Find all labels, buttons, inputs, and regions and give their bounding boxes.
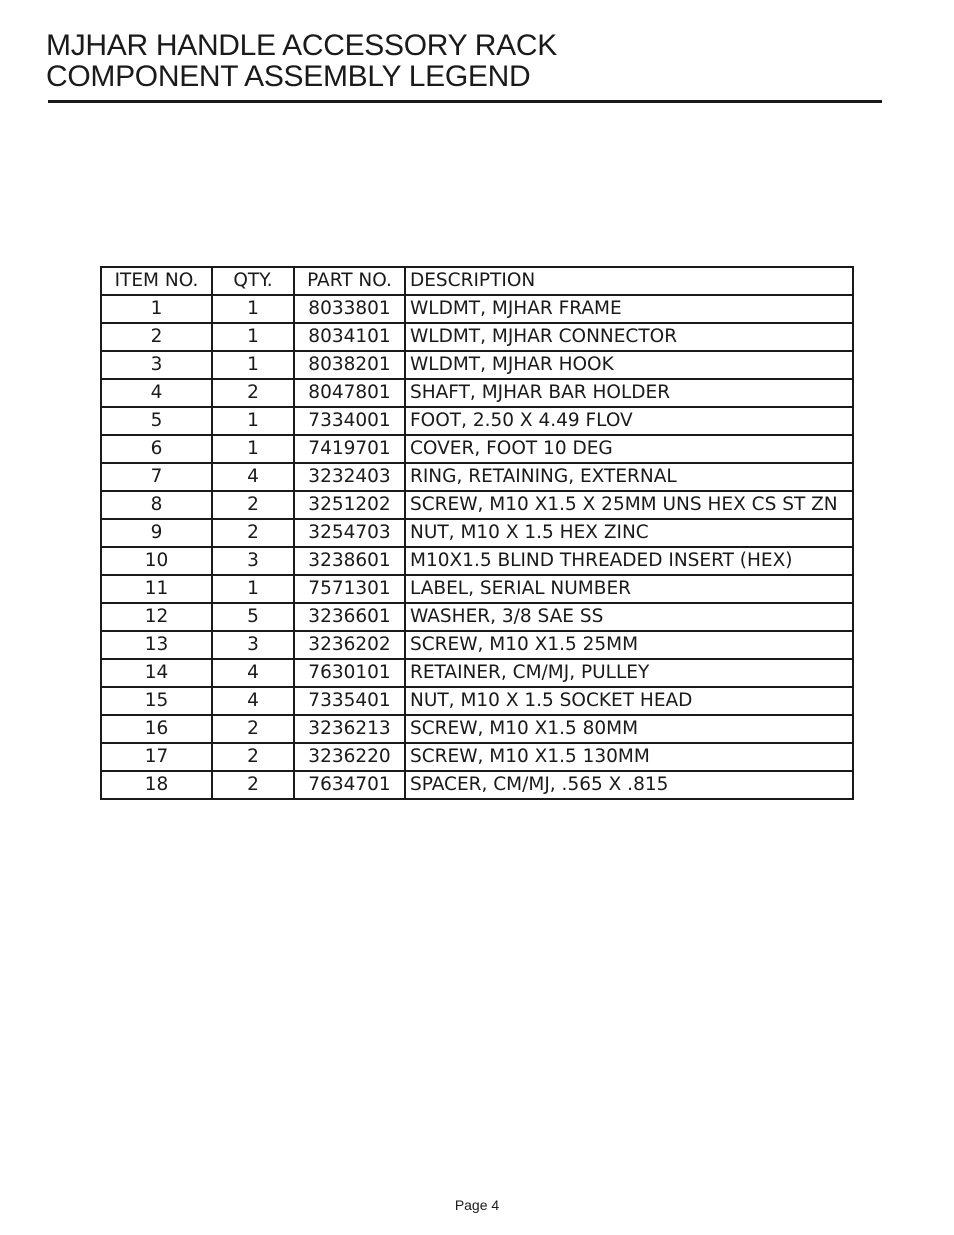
page-number: Page 4	[454, 1197, 500, 1213]
cell-item-no: 7	[101, 463, 212, 491]
cell-part-no: 3236220	[294, 743, 405, 771]
header-item-no: ITEM NO.	[101, 267, 212, 295]
cell-qty: 2	[212, 715, 294, 743]
cell-qty: 2	[212, 379, 294, 407]
header-row	[101, 267, 853, 295]
cell-item-no: 5	[101, 407, 212, 435]
table-row	[101, 295, 853, 323]
cell-item-no: 9	[101, 519, 212, 547]
cell-description: SPACER, CM/MJ, .565 X .815	[405, 771, 853, 799]
cell-description: SCREW, M10 X1.5 25MM	[405, 631, 853, 659]
table-row	[101, 379, 853, 407]
cell-qty: 1	[212, 295, 294, 323]
cell-qty: 5	[212, 603, 294, 631]
table-row	[101, 407, 853, 435]
page-title	[46, 30, 557, 92]
cell-part-no: 7634701	[294, 771, 405, 799]
cell-qty: 4	[212, 687, 294, 715]
header-description: DESCRIPTION	[405, 267, 853, 295]
cell-item-no: 6	[101, 435, 212, 463]
cell-description: NUT, M10 X 1.5 SOCKET HEAD	[405, 687, 853, 715]
table-row	[101, 743, 853, 771]
cell-part-no: 7335401	[294, 687, 405, 715]
cell-item-no: 12	[101, 603, 212, 631]
cell-item-no: 3	[101, 351, 212, 379]
component-legend-table	[100, 266, 854, 800]
cell-qty: 2	[212, 771, 294, 799]
cell-description: NUT, M10 X 1.5 HEX ZINC	[405, 519, 853, 547]
title-underline	[48, 100, 882, 103]
cell-description: FOOT, 2.50 X 4.49 FLOV	[405, 407, 853, 435]
cell-part-no: 3238601	[294, 547, 405, 575]
cell-qty: 2	[212, 491, 294, 519]
cell-part-no: 7571301	[294, 575, 405, 603]
cell-item-no: 11	[101, 575, 212, 603]
cell-description: RETAINER, CM/MJ, PULLEY	[405, 659, 853, 687]
cell-item-no: 18	[101, 771, 212, 799]
cell-part-no: 7419701	[294, 435, 405, 463]
cell-item-no: 16	[101, 715, 212, 743]
cell-item-no: 14	[101, 659, 212, 687]
cell-qty: 1	[212, 351, 294, 379]
cell-qty: 4	[212, 463, 294, 491]
cell-part-no: 3251202	[294, 491, 405, 519]
table-row	[101, 491, 853, 519]
table-row	[101, 547, 853, 575]
cell-item-no: 2	[101, 323, 212, 351]
table-row	[101, 575, 853, 603]
cell-qty: 2	[212, 519, 294, 547]
header-part-no: PART NO.	[294, 267, 405, 295]
cell-qty: 1	[212, 407, 294, 435]
cell-part-no: 8033801	[294, 295, 405, 323]
cell-part-no: 3236202	[294, 631, 405, 659]
table-row	[101, 323, 853, 351]
cell-qty: 4	[212, 659, 294, 687]
cell-description: WLDMT, MJHAR HOOK	[405, 351, 853, 379]
table-row	[101, 351, 853, 379]
header-qty: QTY.	[212, 267, 294, 295]
table-row	[101, 631, 853, 659]
cell-item-no: 1	[101, 295, 212, 323]
cell-part-no: 7630101	[294, 659, 405, 687]
cell-item-no: 15	[101, 687, 212, 715]
page-title-line-1: MJHAR HANDLE ACCESSORY RACK	[46, 29, 557, 62]
cell-qty: 3	[212, 631, 294, 659]
cell-item-no: 10	[101, 547, 212, 575]
cell-description: WASHER, 3/8 SAE SS	[405, 603, 853, 631]
cell-qty: 2	[212, 743, 294, 771]
cell-description: SCREW, M10 X1.5 80MM	[405, 715, 853, 743]
cell-qty: 1	[212, 323, 294, 351]
cell-description: COVER, FOOT 10 DEG	[405, 435, 853, 463]
table-row	[101, 687, 853, 715]
cell-part-no: 3236601	[294, 603, 405, 631]
cell-description: M10X1.5 BLIND THREADED INSERT (HEX)	[405, 547, 853, 575]
cell-part-no: 3254703	[294, 519, 405, 547]
page-title-line-2: COMPONENT ASSEMBLY LEGEND	[46, 60, 531, 93]
table-row	[101, 659, 853, 687]
cell-part-no: 8038201	[294, 351, 405, 379]
legend-table-body	[101, 295, 853, 799]
table-row	[101, 519, 853, 547]
cell-item-no: 4	[101, 379, 212, 407]
table-row	[101, 435, 853, 463]
cell-part-no: 3236213	[294, 715, 405, 743]
cell-part-no: 7334001	[294, 407, 405, 435]
table-row	[101, 771, 853, 799]
legend-table-header	[101, 267, 853, 295]
cell-description: SCREW, M10 X1.5 130MM	[405, 743, 853, 771]
cell-description: WLDMT, MJHAR CONNECTOR	[405, 323, 853, 351]
cell-item-no: 13	[101, 631, 212, 659]
cell-part-no: 8034101	[294, 323, 405, 351]
cell-description: SCREW, M10 X1.5 X 25MM UNS HEX CS ST ZN	[405, 491, 853, 519]
table-row	[101, 463, 853, 491]
table-row	[101, 715, 853, 743]
table-row	[101, 603, 853, 631]
cell-qty: 3	[212, 547, 294, 575]
cell-description: RING, RETAINING, EXTERNAL	[405, 463, 853, 491]
cell-qty: 1	[212, 575, 294, 603]
cell-part-no: 8047801	[294, 379, 405, 407]
cell-description: SHAFT, MJHAR BAR HOLDER	[405, 379, 853, 407]
cell-qty: 1	[212, 435, 294, 463]
cell-item-no: 8	[101, 491, 212, 519]
cell-part-no: 3232403	[294, 463, 405, 491]
cell-description: WLDMT, MJHAR FRAME	[405, 295, 853, 323]
cell-item-no: 17	[101, 743, 212, 771]
cell-description: LABEL, SERIAL NUMBER	[405, 575, 853, 603]
